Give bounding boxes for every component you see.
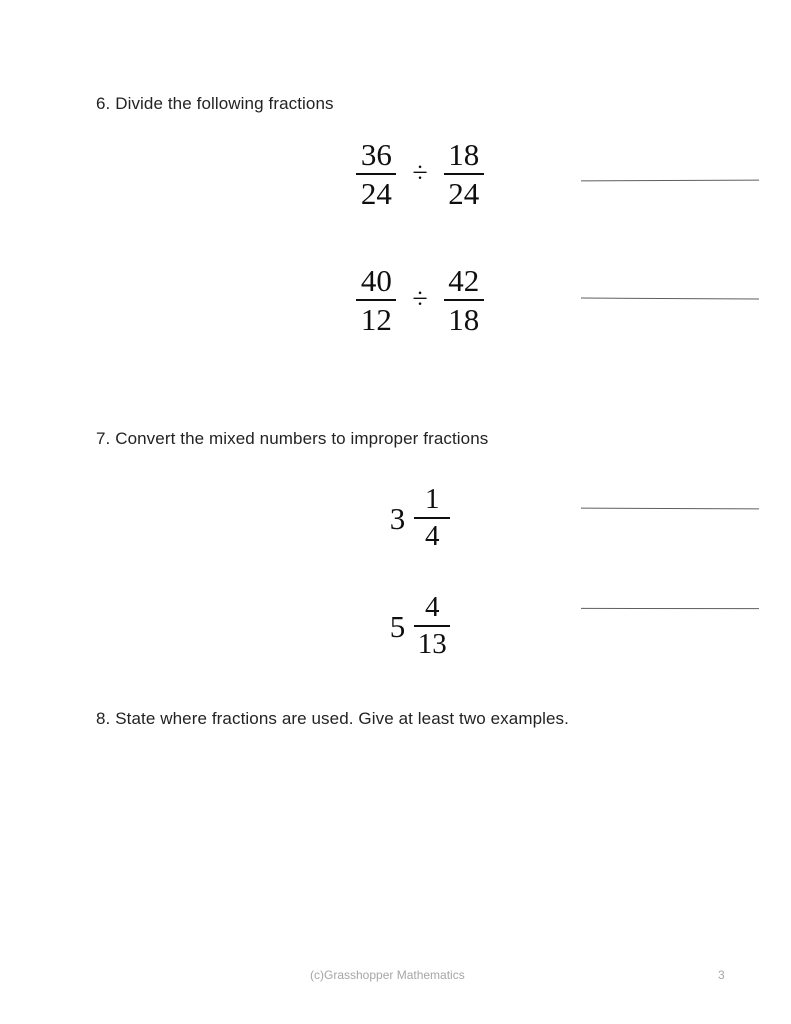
answer-line-1[interactable] (581, 180, 759, 182)
question-7-heading: 7. Convert the mixed numbers to improper fractions (96, 429, 489, 448)
numerator: 42 (448, 263, 480, 298)
fraction-part-1 (414, 485, 450, 551)
fraction-left-2 (356, 265, 396, 335)
division-operator-icon: ÷ (412, 158, 428, 189)
denominator: 18 (448, 302, 480, 337)
denominator: 24 (360, 176, 392, 211)
fraction-right-1 (444, 139, 484, 209)
fraction-bar (444, 173, 484, 175)
expression-mixed-number-2 (300, 576, 540, 676)
numerator: 1 (425, 483, 440, 515)
numerator: 36 (360, 137, 392, 172)
expression-fraction-division-1 (300, 126, 540, 222)
denominator: 24 (448, 176, 480, 211)
answer-line-3[interactable] (581, 508, 759, 510)
whole-number: 3 (389, 500, 406, 536)
fraction-part-2 (414, 593, 450, 659)
fraction-left-1 (356, 139, 396, 209)
footer-page-number: 3 (718, 968, 725, 982)
expression-fraction-division-2 (300, 252, 540, 348)
footer-copyright: (c)Grasshopper Mathematics (310, 968, 465, 982)
fraction-bar (356, 173, 396, 175)
fraction-bar (414, 517, 450, 519)
denominator: 13 (417, 628, 447, 660)
answer-line-4[interactable] (581, 608, 759, 609)
expression-mixed-number-1 (300, 470, 540, 566)
question-8-heading: 8. State where fractions are used. Give at least two examples. (96, 709, 569, 728)
fraction-bar (414, 625, 450, 627)
whole-number: 5 (389, 608, 406, 644)
fraction-bar (356, 299, 396, 301)
numerator: 4 (425, 591, 440, 623)
denominator: 12 (360, 302, 392, 337)
numerator: 40 (360, 263, 392, 298)
numerator: 18 (448, 137, 480, 172)
division-operator-icon: ÷ (412, 284, 428, 315)
fraction-right-2 (444, 265, 484, 335)
answer-line-2[interactable] (581, 298, 759, 300)
question-6-heading: 6. Divide the following fractions (96, 94, 334, 113)
denominator: 4 (425, 520, 440, 552)
fraction-bar (444, 299, 484, 301)
